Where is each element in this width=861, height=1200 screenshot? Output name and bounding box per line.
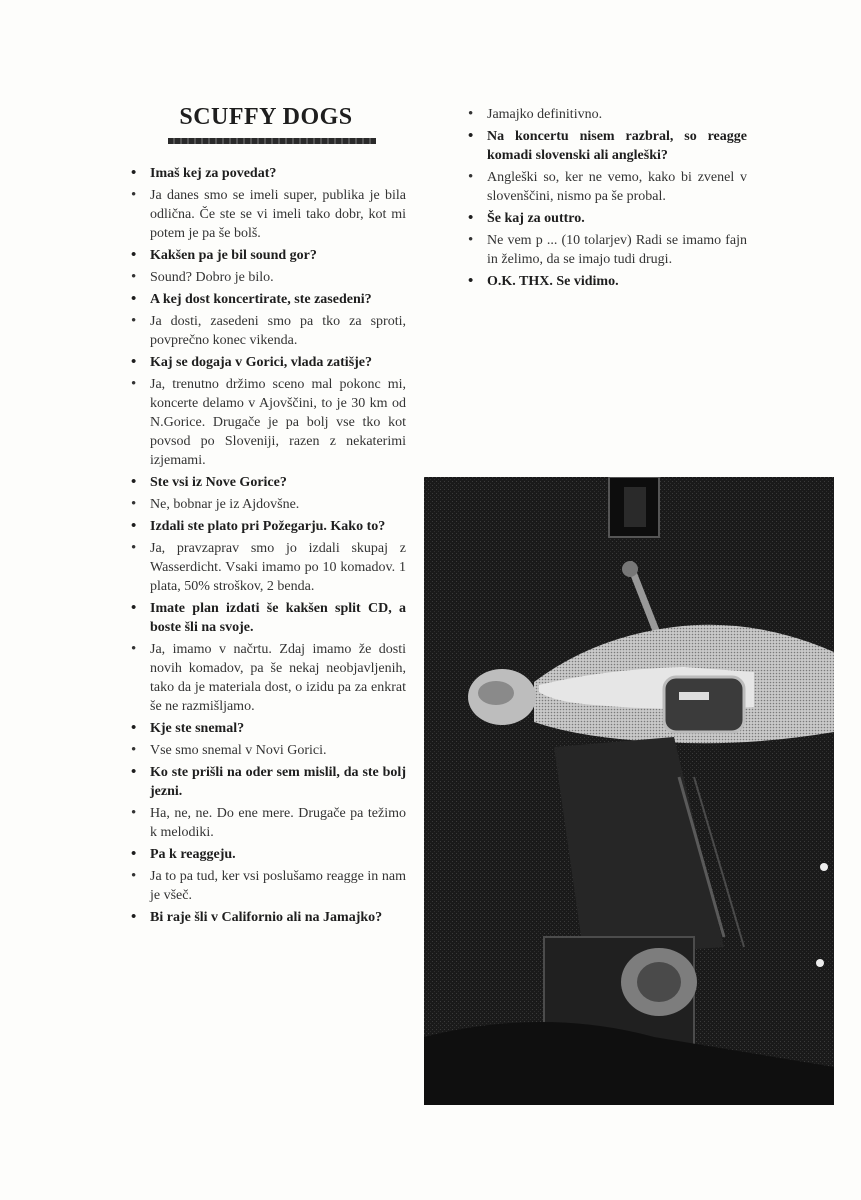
- interview-column-right: [465, 105, 747, 294]
- band-photo-illustration: [424, 477, 834, 1105]
- interview-answer: • Vse smo snemal v Novi Gorici.: [128, 741, 406, 760]
- title-underline: [168, 138, 376, 144]
- interview-answer: • Ja to pa tud, ker vsi poslušamo reagge in nam je všeč.: [128, 867, 406, 905]
- interview-question: • Imaš kej za povedat?: [128, 164, 406, 183]
- interview-answer: • Ne, bobnar je iz Ajdovšne.: [128, 495, 406, 514]
- interview-question: • Na koncertu nisem razbral, so reagge komadi slovenski ali angleški?: [465, 127, 747, 165]
- interview-answer: • Ja, trenutno držimo sceno mal pokonc mi, koncerte delamo v Ajovščini, to je 30 km od N.Gorice. Drugače je pa bolj vse tko kot povsod po Sloveniji, razen z nekaterimi izjemami.: [128, 375, 406, 470]
- interview-answer: • Jamajko definitivno.: [465, 105, 747, 124]
- interview-answer: • Ja, pravzaprav smo jo izdali skupaj z Wasserdicht. Vsaki imamo po 10 komadov. 1 plata, 50% stroškov, 2 benda.: [128, 539, 406, 596]
- interview-answer: • Angleški so, ker ne vemo, kako bi zvenel v slovenščini, nismo pa še probal.: [465, 168, 747, 206]
- interview-answer: • Ja dosti, zasedeni smo pa tko za sproti, povprečno konec vikenda.: [128, 312, 406, 350]
- interview-column-left: [128, 164, 406, 930]
- interview-answer: • Ja, imamo v načrtu. Zdaj imamo že dosti novih komadov, pa še nekaj neobjavljenih, tako da je materiala dost, o izidu pa za enkrat še ne razmišljamo.: [128, 640, 406, 716]
- interview-question: • Bi raje šli v Californio ali na Jamajko?: [128, 908, 406, 927]
- interview-question: • Imate plan izdati še kakšen split CD, a boste šli na svoje.: [128, 599, 406, 637]
- interview-question: • Kakšen pa je bil sound gor?: [128, 246, 406, 265]
- interview-answer: • Ne vem p ... (10 tolarjev) Radi se imamo fajn in želimo, da se imajo tudi drugi.: [465, 231, 747, 269]
- interview-question: • Še kaj za outtro.: [465, 209, 747, 228]
- article-title: SCUFFY DOGS: [179, 104, 353, 130]
- interview-answer: • Ja danes smo se imeli super, publika je bila odlična. Če ste se vi imeli tako dobr, kot mi potem je pa še bolš.: [128, 186, 406, 243]
- interview-question: • Ko ste prišli na oder sem mislil, da ste bolj jezni.: [128, 763, 406, 801]
- interview-question: • O.K. THX. Se vidimo.: [465, 272, 747, 291]
- interview-question: • A kej dost koncertirate, ste zasedeni?: [128, 290, 406, 309]
- interview-question: • Pa k reaggeju.: [128, 845, 406, 864]
- interview-question: • Izdali ste plato pri Požegarju. Kako to?: [128, 517, 406, 536]
- interview-answer: • Ha, ne, ne. Do ene mere. Drugače pa težimo k melodiki.: [128, 804, 406, 842]
- interview-answer: • Sound? Dobro je bilo.: [128, 268, 406, 287]
- interview-question: • Kje ste snemal?: [128, 719, 406, 738]
- interview-question: • Ste vsi iz Nove Gorice?: [128, 473, 406, 492]
- interview-question: • Kaj se dogaja v Gorici, vlada zatišje?: [128, 353, 406, 372]
- band-photo: [424, 477, 834, 1105]
